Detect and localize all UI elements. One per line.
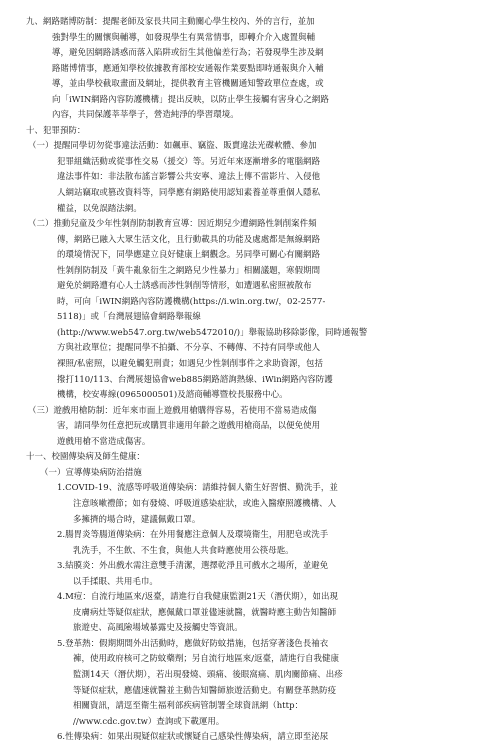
health-item-line: 5.登革熱：假期期間外出活動時，應做好防蚊措施，包括穿著淺色長袖衣 [57, 637, 329, 648]
health-item-line: 乳洗手，不生飲、不生食，與他人共食時應使用公筷母匙。 [73, 544, 294, 555]
section-11-heading: 十一、校園傳染病及師生健康： [26, 451, 145, 462]
section-9-line: 內容，共同保護莘莘學子，營造純淨的學習環境。 [52, 109, 239, 120]
section-10-heading: 十、犯罪預防： [26, 124, 86, 135]
health-item-line: 6.性傳染病：如果出現疑似症狀或懷疑自己感染性傳染病，請立即至泌尿 [57, 731, 329, 742]
item-3-line: 遊戲用槍不當造成傷害。 [57, 435, 151, 446]
section-9-line: 強對學生的關懷與輔導，如發現學生有異常情事，即轉介介入處置與輔 [52, 31, 316, 42]
cdc-link-line[interactable]: //www.cdc.gov.tw）查詢或下載運用。 [73, 715, 225, 726]
health-item-1 [26, 480, 473, 527]
section-10-item-2 [26, 216, 473, 403]
section-9-network-gambling [26, 14, 473, 123]
item-2-line: 方與社政單位；提醒同學不拍攝、不分享、不轉傳、不持有同學或他人 [57, 342, 321, 353]
section-11-sub-heading: （一）宣導傳染病防治措施 [40, 466, 142, 477]
item-2-line: 撥打110/113、台灣展翅協會web885網路諮詢熱線、iWin網路內容防護 [57, 373, 333, 384]
health-item-line: 注意咳嗽禮節；如有發燒、呼吸道感染症狀，或進入醫療照護機構、人 [73, 497, 337, 508]
section-10-item-1 [26, 138, 473, 216]
health-item-line: 多擁擠的場合時，建議佩戴口罩。 [73, 513, 201, 524]
health-item-line: 4.M痘：自流行地區來/返臺，請進行自我健康監測21天（潛伏期），如出現 [57, 591, 338, 602]
health-item-line: 褲，使用政府核可之防蚊藥劑；另自流行地區來/返臺，請進行自我健康 [73, 653, 340, 664]
health-item-line: 監測14天（潛伏期），若出現發燒、頭痛、後眼窩痛、肌肉關節痛、出疹 [73, 668, 343, 679]
health-item-line: 以手揉眼、共用毛巾。 [73, 575, 158, 586]
web547-link-line[interactable]: (http://www.web547.org.tw/web5472010/)」舉報協助移除影像，同時通報警 [57, 326, 368, 337]
health-item-line: 相關資訊，請逕至衛生福利部疾病管制署全球資訊網（http： [73, 700, 304, 711]
item-2-line: 5118)」或「台灣展翅協會網路舉報線 [57, 311, 201, 322]
section-10-item-3 [26, 403, 473, 450]
item-3-line: 害，請同學勿任意把玩或購買非適用年齡之遊戲用槍商品，以便免使用 [57, 420, 321, 431]
item-2-line: 避免於網路遭有心人士誘惑而涉性剝削等情形，如遭遇私密照被散布 [57, 280, 312, 291]
health-item-6 [26, 729, 473, 745]
item-1-line: 權益，以免誤踏法網。 [57, 202, 142, 213]
iwin-link-line[interactable]: 時，可向「iWIN網路內容防護機構(https://i.win.org.tw/，02-2577- [57, 295, 326, 306]
item-1-line: 犯罪組織活動或從事性交易（援交）等。另近年來逐漸增多的電腦網路 [57, 155, 321, 166]
section-11-health [26, 449, 473, 744]
health-item-line: 旅遊史、高風險場域暴露史及接觸史等資訊。 [73, 622, 243, 633]
health-item-4 [26, 589, 473, 636]
item-2-line: （二）推動兒童及少年性剝削防制教育宣導：因近期兒少遭網路性剝削案件頻 [28, 218, 317, 229]
item-2-line: 機構，校安專線(0965000501)及諮商輔導暨校長服務中心。 [57, 389, 288, 400]
item-3-line: （三）遊戲用槍防制：近年來市面上遊戲用槍購得容易，若使用不當易造成傷 [28, 404, 317, 415]
item-2-line: 性剝削防制及「黃牛亂象衍生之網路兒少性暴力」相關議題，寒假期間 [57, 264, 321, 275]
health-item-2 [26, 527, 473, 558]
health-item-line: 3.結膜炎：外出戲水需注意雙手清潔，選擇乾淨且可戲水之場所，並避免 [57, 560, 329, 571]
health-item-5 [26, 636, 473, 729]
item-1-line: （一）提醒同學切勿從事違法活動：如飆車、竊盜、販賣違法光碟軟體、參加 [28, 140, 317, 151]
item-2-line: 裸照/私密照，以避免觸犯刑責；如遇兒少性剝削事件之求助資源，包括 [57, 358, 324, 369]
item-1-line: 人網站竊取或篡改資料等，同學應有網路使用認知素養並尊重個人隱私 [57, 187, 321, 198]
section-10-crime-prevention [26, 123, 473, 449]
health-item-line: 2.腸胃炎等腸道傳染病：在外用餐應注意個人及環境衛生，用肥皂或洗手 [57, 529, 329, 540]
item-2-line: 的環境情況下，同學應建立良好健康上網觀念。另同學可關心有關網路 [57, 249, 321, 260]
health-item-line: 皮膚病灶等疑似症狀，應佩戴口罩並儘速就醫，就醫時應主動告知醫師 [73, 606, 337, 617]
health-item-line: 等疑似症狀，應儘速就醫並主動告知醫師旅遊活動史。有關登革熱防疫 [73, 684, 337, 695]
section-9-line: 導，並由學校截取畫面及網址，提供教育主管機關通知警政單位查處，或 [52, 78, 324, 89]
item-1-line: 違法事件如：非法散布謠言影響公共安寧、違法上傳不雷影片、入侵他 [57, 171, 321, 182]
section-9-line: 導，避免因網路誘惑而落入陷阱或衍生其他偏差行為；若發現學生涉及網 [52, 47, 324, 58]
section-9-line: 向「iWIN網路內容防護機構」提出反映，以防止學生接觸有害身心之網路 [52, 93, 329, 104]
item-2-line: 傳，網路已融入大眾生活文化，且行動載具的功能及處處都是無線網路 [57, 233, 321, 244]
section-9-line: 九、網路賭博防制：提醒老師及家長共同主動關心學生校內、外的言行，並加 [26, 16, 315, 26]
health-item-line: 1.COVID-19、流感等呼吸道傳染病：請維持個人衛生好習慣、勤洗手，並 [57, 482, 338, 493]
health-item-3 [26, 558, 473, 589]
section-9-line: 路賭博情事，應通知學校依據教育部校安通報作業要點即時通報與介入輔 [52, 62, 324, 73]
